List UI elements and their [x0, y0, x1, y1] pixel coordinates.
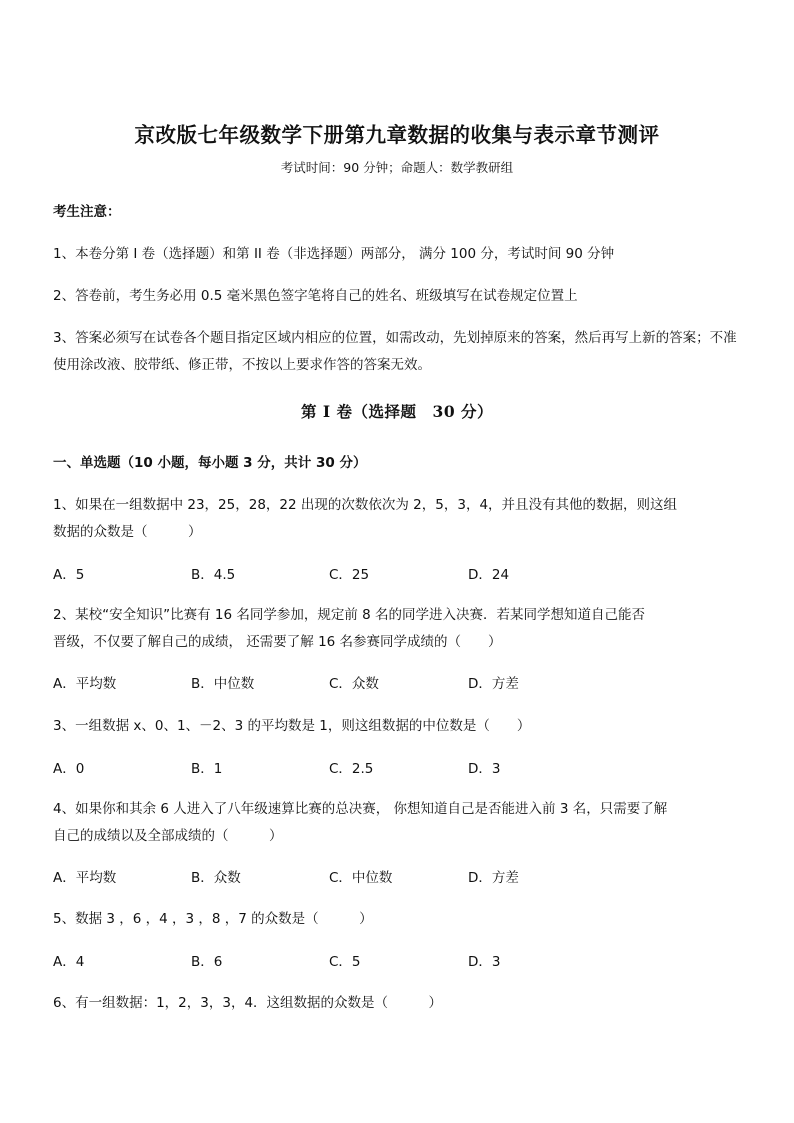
- question-4-option-b: B．众数: [191, 870, 241, 886]
- question-6-line-1: 6、有一组数据：1，2，3，3，4．这组数据的众数是（ ）: [53, 995, 443, 1011]
- question-5-line-1: 5、数据 3 ，6 ，4 ，3 ，8 ，7 的众数是（ ）: [53, 911, 373, 927]
- question-2-option-c: C．众数: [329, 676, 379, 692]
- question-1-option-b: B．4.5: [191, 567, 236, 583]
- question-5-option-d: D．3: [468, 954, 501, 970]
- notice-item-3: 3、答案必须写在试卷各个题目指定区域内相应的位置，如需改动，先划掉原来的答案，然后再写上新的答案；不准使用涂改液、胶带纸、修正带，不按以上要求作答的答案无效。: [53, 330, 737, 373]
- question-5-option-b: B．6: [191, 954, 223, 970]
- question-2-option-d: D．方差: [468, 676, 519, 692]
- question-4-option-d: D．方差: [468, 870, 519, 886]
- question-4-option-a: A．平均数: [53, 870, 117, 886]
- question-1-option-c: C．25: [329, 567, 370, 583]
- question-3-line-1: 3、一组数据 x、0、1、－2、3 的平均数是 1，则这组数据的中位数是（ ）: [53, 718, 531, 734]
- question-2-option-b: B．中位数: [191, 676, 255, 692]
- question-3-option-c: C．2.5: [329, 761, 374, 777]
- question-5-option-a: A．4: [53, 954, 85, 970]
- question-3-option-d: D．3: [468, 761, 501, 777]
- page-title: 京改版七年级数学下册第九章数据的收集与表示章节测评: [134, 123, 660, 147]
- part-heading: 一、单选题（10 小题，每小题 3 分，共计 30 分）: [53, 455, 367, 471]
- question-4-line-2: 自己的成绩以及全部成绩的（ ）: [53, 828, 283, 844]
- question-2-line-1: 2、某校“安全知识”比赛有 16 名同学参加，规定前 8 名的同学进入决赛．若某同学想知道自己能否: [53, 607, 646, 623]
- notice-item-2: 2、答卷前，考生务必用 0.5 毫米黑色签字笔将自己的姓名、班级填写在试卷规定位置上: [53, 288, 578, 304]
- question-2-option-a: A．平均数: [53, 676, 117, 692]
- section-title: 第 I 卷（选择题 30 分）: [300, 402, 493, 421]
- notice-item-1: 1、本卷分第 I 卷（选择题）和第 II 卷（非选择题）两部分， 满分 100 分，考试时间 90 分钟: [53, 246, 615, 262]
- exam-info: 考试时间：90 分钟；命题人：数学教研组: [280, 160, 514, 175]
- question-3-option-a: A．0: [53, 761, 85, 777]
- question-4-option-c: C．中位数: [329, 870, 393, 886]
- question-1-line-1: 1、如果在一组数据中 23，25，28，22 出现的次数依次为 2，5，3，4，并且没有其他的数据，则这组: [53, 497, 678, 513]
- notice-heading: 考生注意：: [53, 204, 121, 220]
- question-5-option-c: C．5: [329, 954, 361, 970]
- question-1-line-2: 数据的众数是（ ）: [53, 524, 202, 540]
- question-3-option-b: B．1: [191, 761, 223, 777]
- question-2-line-2: 晋级，不仅要了解自己的成绩， 还需要了解 16 名参赛同学成绩的（ ）: [53, 634, 502, 650]
- question-4-line-1: 4、如果你和其余 6 人进入了八年级速算比赛的总决赛， 你想知道自己是否能进入前 3 名，只需要了解: [53, 801, 668, 817]
- question-1-option-a: A．5: [53, 567, 85, 583]
- question-1-option-d: D．24: [468, 567, 510, 583]
